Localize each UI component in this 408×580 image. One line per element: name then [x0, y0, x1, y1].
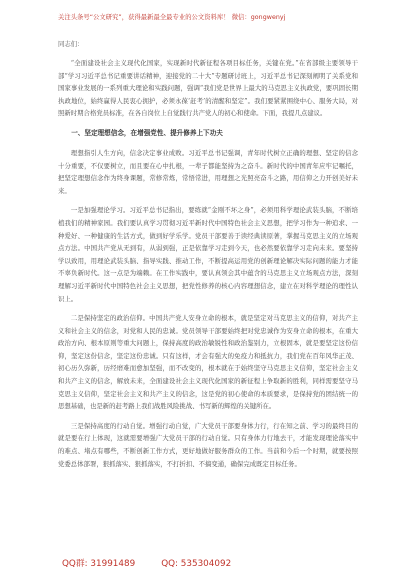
section1-paragraph-4: 三是保持高度的行动自觉。增强行动自觉，广大党员干部要身体力行，行在知之前、学习的最终目的就是要在行上体现，这就需要增强广大党员干部的行动自觉。只有身体力行地去干，才能发现理论落实中的难点、堵点有哪些，不断创新工作方式，更好地做好服务群众的工作。当前和今后一个时期，就要按照党委总体部署，狠抓落实、狠抓落实，不打折扣、不搞变通，确保完成既定目标任务。: [58, 421, 358, 468]
section1-paragraph-1: 理想指引人生方向，信念决定事业成败。习近平总书记强调，青年时代树立正确的理想、坚定的信念十分重要，不仅要树立，而且要在心中扎根，一辈子都能坚持为之奋斗。新时代的中国青年应牢记嘱托，把坚定理想信念作为终身课题，常修常炼，常悟常进，用理想之光照亮奋斗之路，用信仰之力开创美好未来。: [58, 148, 358, 195]
footer-contact: [62, 556, 362, 569]
qq-label: QQ: 535304092: [161, 559, 232, 569]
qq-group-label: QQ群: 31991489: [62, 559, 136, 569]
section1-paragraph-3: 二是保持坚定的政治信仰。中国共产党人安身立命的根本，就是坚定对马克思主义的信仰，对共产主义和社会主义的信念，对党和人民的忠诚。党员领导干部要始终把对党忠诚作为安身立命的根本，在重大政治方向、根本原则等重大问题上，保持高度的政治敏锐性和政治鉴别力，立根固本，就是要坚定这份信仰，坚定这份信念，坚定这份忠诚。只有这样，才会有强大的免疫力和抵抗力，我们党在百年风华正茂、初心历久弥新，历经磨难而愈加坚强，而不改变的，根本就在于始终坚守马克思主义信仰，坚定社会主义和共产主义的信念，解放未来，全面建设社会主义现代化国家的新征程上争取新的胜利，同样需要坚守马克思主义信仰，坚定社会主义和共产主义的信念，这是党的初心使命的本质要求，是保持党的团结统一的思想基础，也是新的赶考路上我们战胜风险挑战、书写新的辉煌的关键所在。: [58, 314, 358, 411]
document-body: [58, 38, 358, 477]
header-promo-text: 关注头条号“公文研究”，获得最新最全最专业的公文资料库！ 微信：gongwenyj: [58, 14, 286, 21]
greeting: 同志们：: [58, 40, 84, 48]
section1-paragraph-2: 一是加强理论学习。习近平总书记指出，要练就“金刚不坏之身”，必须用科学理论武装头脑，不断培植我们的精神家园。我们要认真学习贯彻习近平新时代中国特色社会主义思想，把学习作为一种追求、一种爱好、一种健康的生活方式，做到好学乐学。党员干部要善于读经典读原著，掌握马克思主义的立场观点方法。中国共产党从无到有，从弱到强，正是依靠学习走到今天，也必然要依靠学习走向未来。要坚持学以致用，用理论武装头脑、指导实践、推动工作，不断提高运用党的创新理论解决实际问题的能力才能不辜负新时代。这一点是为端赖。在工作实践中，要认真领会其中蕴含的马克思主义立场观点方法，深刻理解习近平新时代中国特色社会主义思想，把党性修养的核心内容理想信念，建立在对科学理论的理性认识上。: [58, 206, 358, 303]
intro-paragraph: “全面建设社会主义现代化国家，实现新时代新征程各项目标任务，关键在党。”在省部级主要领导干部“学习习近平总书记重要讲话精神，迎接党的二十大”专题研讨班上，习近平总书记深刻阐明了关系党和国家事业发展的一系列重大理论和实践问题，强调“我们党是世界上最大的马克思主义执政党，要巩固长期执政地位，始终赢得人民衷心拥护，必须永葆‘赶考’的清醒和坚定”。我们要紧紧围绕中心、服务大局，对照新时期合格党员标准，在各自岗位上自觉践行共产党人的初心和使命。下面，我提几点建议。: [58, 59, 358, 118]
section-heading-1: 一、坚定理想信念，在增强党性、提升修养上下功夫: [71, 128, 223, 137]
